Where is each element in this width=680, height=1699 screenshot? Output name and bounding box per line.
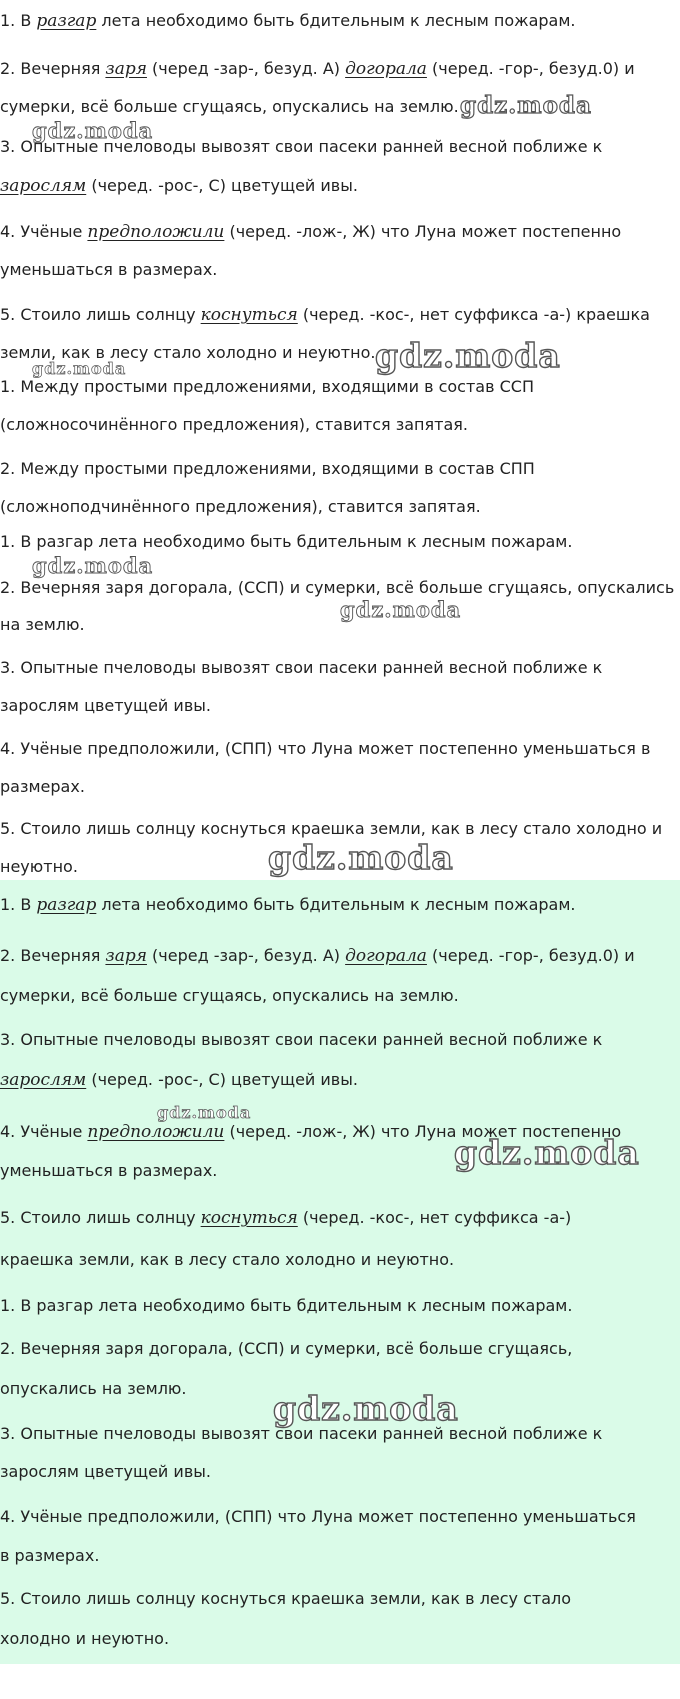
b1-line-8	[0, 304, 650, 326]
text: 2. Вечерняя	[0, 946, 106, 965]
b1-line-7: уменьшаться в размерах.	[0, 260, 218, 279]
watermark: gdz.moda	[157, 1103, 252, 1122]
b1-line-3: сумерки, всё больше сгущаясь, опускались на землю.	[0, 97, 459, 116]
b3-line-6: 4. Учёные предположили, (СПП) что Луна может постепенно уменьшаться в	[0, 739, 651, 758]
watermark: gdz.moda	[273, 1389, 459, 1428]
watermark: gdz.moda	[340, 597, 462, 622]
watermark: gdz.moda	[32, 118, 154, 143]
b2-line-1: 1. Между простыми предложениями, входящими в состав ССП	[0, 377, 534, 396]
b5-line-7: в размерах.	[0, 1546, 100, 1565]
b2-line-2: (сложносочинённого предложения), ставится запятая.	[0, 415, 468, 434]
b1-line-9: земли, как в лесу стало холодно и неуютно.	[0, 343, 376, 362]
b3-line-8: 5. Стоило лишь солнцу коснуться краешка земли, как в лесу стало холодно и	[0, 819, 663, 838]
marked-word: коснуться	[200, 305, 298, 325]
watermark: gdz.moda	[268, 838, 454, 877]
watermark: gdz.moda	[454, 1133, 640, 1172]
text: 4. Учёные	[0, 1122, 88, 1141]
text: (черед -зар-, безуд. А)	[146, 946, 346, 965]
b1-line-1	[0, 10, 576, 32]
watermark: gdz.moda	[460, 92, 592, 119]
marked-word: зарослям	[0, 176, 87, 196]
b5-line-6: 4. Учёные предположили, (СПП) что Луна может постепенно уменьшаться	[0, 1507, 636, 1526]
b4-line-4: 3. Опытные пчеловоды вывозят свои пасеки ранней весной поближе к	[0, 1030, 603, 1049]
marked-word: заря	[105, 946, 147, 966]
b3-line-2: 2. Вечерняя заря догорала, (ССП) и сумерки, всё больше сгущаясь, опускались	[0, 578, 675, 597]
b4-line-9: краешка земли, как в лесу стало холодно и неуютно.	[0, 1250, 455, 1269]
b1-line-2	[0, 58, 635, 80]
text: 1. В	[0, 11, 37, 30]
marked-word: предположили	[87, 222, 225, 242]
b5-line-5: зарослям цветущей ивы.	[0, 1462, 211, 1481]
text: 5. Стоило лишь солнцу	[0, 1208, 201, 1227]
text: (черед. -рос-, С) цветущей ивы.	[86, 176, 358, 195]
b3-line-7: размерах.	[0, 777, 85, 796]
text: (черед -зар-, безуд. А)	[146, 59, 346, 78]
text: (черед. -лож-, Ж) что Луна может постепенно	[224, 222, 622, 241]
text: (черед. -рос-, С) цветущей ивы.	[86, 1070, 358, 1089]
watermark: gdz.moda	[32, 359, 127, 378]
b1-line-5	[0, 175, 358, 197]
b2-line-3: 2. Между простыми предложениями, входящими в состав СПП	[0, 459, 535, 478]
b4-line-5	[0, 1069, 358, 1091]
text: лета необходимо быть бдительным к лесным пожарам.	[96, 11, 576, 30]
b2-line-4: (сложноподчинённого предложения), ставится запятая.	[0, 497, 481, 516]
marked-word: предположили	[87, 1122, 225, 1142]
b3-line-9: неуютно.	[0, 857, 78, 876]
b4-line-8	[0, 1207, 571, 1229]
marked-word: разгар	[36, 895, 97, 915]
marked-word: догорала	[345, 59, 427, 79]
b1-line-4: 3. Опытные пчеловоды вывозят свои пасеки ранней весной поближе к	[0, 137, 603, 156]
b4-line-7: уменьшаться в размерах.	[0, 1161, 218, 1180]
b4-line-1	[0, 894, 576, 916]
b5-line-1: 1. В разгар лета необходимо быть бдительным к лесным пожарам.	[0, 1296, 573, 1315]
b5-line-3: опускались на землю.	[0, 1379, 187, 1398]
b4-line-3: сумерки, всё больше сгущаясь, опускались на землю.	[0, 986, 459, 1005]
watermark: gdz.moda	[32, 553, 154, 578]
b5-line-4: 3. Опытные пчеловоды вывозят свои пасеки ранней весной поближе к	[0, 1424, 603, 1443]
marked-word: догорала	[345, 946, 427, 966]
marked-word: зарослям	[0, 1070, 87, 1090]
text: 1. В	[0, 895, 37, 914]
b3-line-5: зарослям цветущей ивы.	[0, 696, 211, 715]
text: (черед. -гор-, безуд.0) и	[426, 59, 635, 78]
b4-line-2	[0, 945, 635, 967]
text: (черед. -кос-, нет суффикса -а-) краешка	[297, 305, 650, 324]
b5-line-8: 5. Стоило лишь солнцу коснуться краешка земли, как в лесу стало	[0, 1589, 572, 1608]
b3-line-3: на землю.	[0, 615, 85, 634]
marked-word: заря	[105, 59, 147, 79]
marked-word: коснуться	[200, 1208, 298, 1228]
text: (черед. -кос-, нет суффикса -а-)	[297, 1208, 572, 1227]
marked-word: разгар	[36, 11, 97, 31]
b3-line-4: 3. Опытные пчеловоды вывозят свои пасеки ранней весной поближе к	[0, 658, 603, 677]
watermark: gdz.moda	[375, 336, 561, 375]
b5-line-2: 2. Вечерняя заря догорала, (ССП) и сумерки, всё больше сгущаясь,	[0, 1339, 573, 1358]
b1-line-6	[0, 221, 621, 243]
b5-line-9: холодно и неуютно.	[0, 1629, 170, 1648]
text: (черед. -лож-, Ж) что Луна может постепенно	[224, 1122, 622, 1141]
text: 2. Вечерняя	[0, 59, 106, 78]
text: лета необходимо быть бдительным к лесным пожарам.	[96, 895, 576, 914]
text: 4. Учёные	[0, 222, 88, 241]
b3-line-1: 1. В разгар лета необходимо быть бдительным к лесным пожарам.	[0, 532, 573, 551]
text: (черед. -гор-, безуд.0) и	[426, 946, 635, 965]
text: 5. Стоило лишь солнцу	[0, 305, 201, 324]
